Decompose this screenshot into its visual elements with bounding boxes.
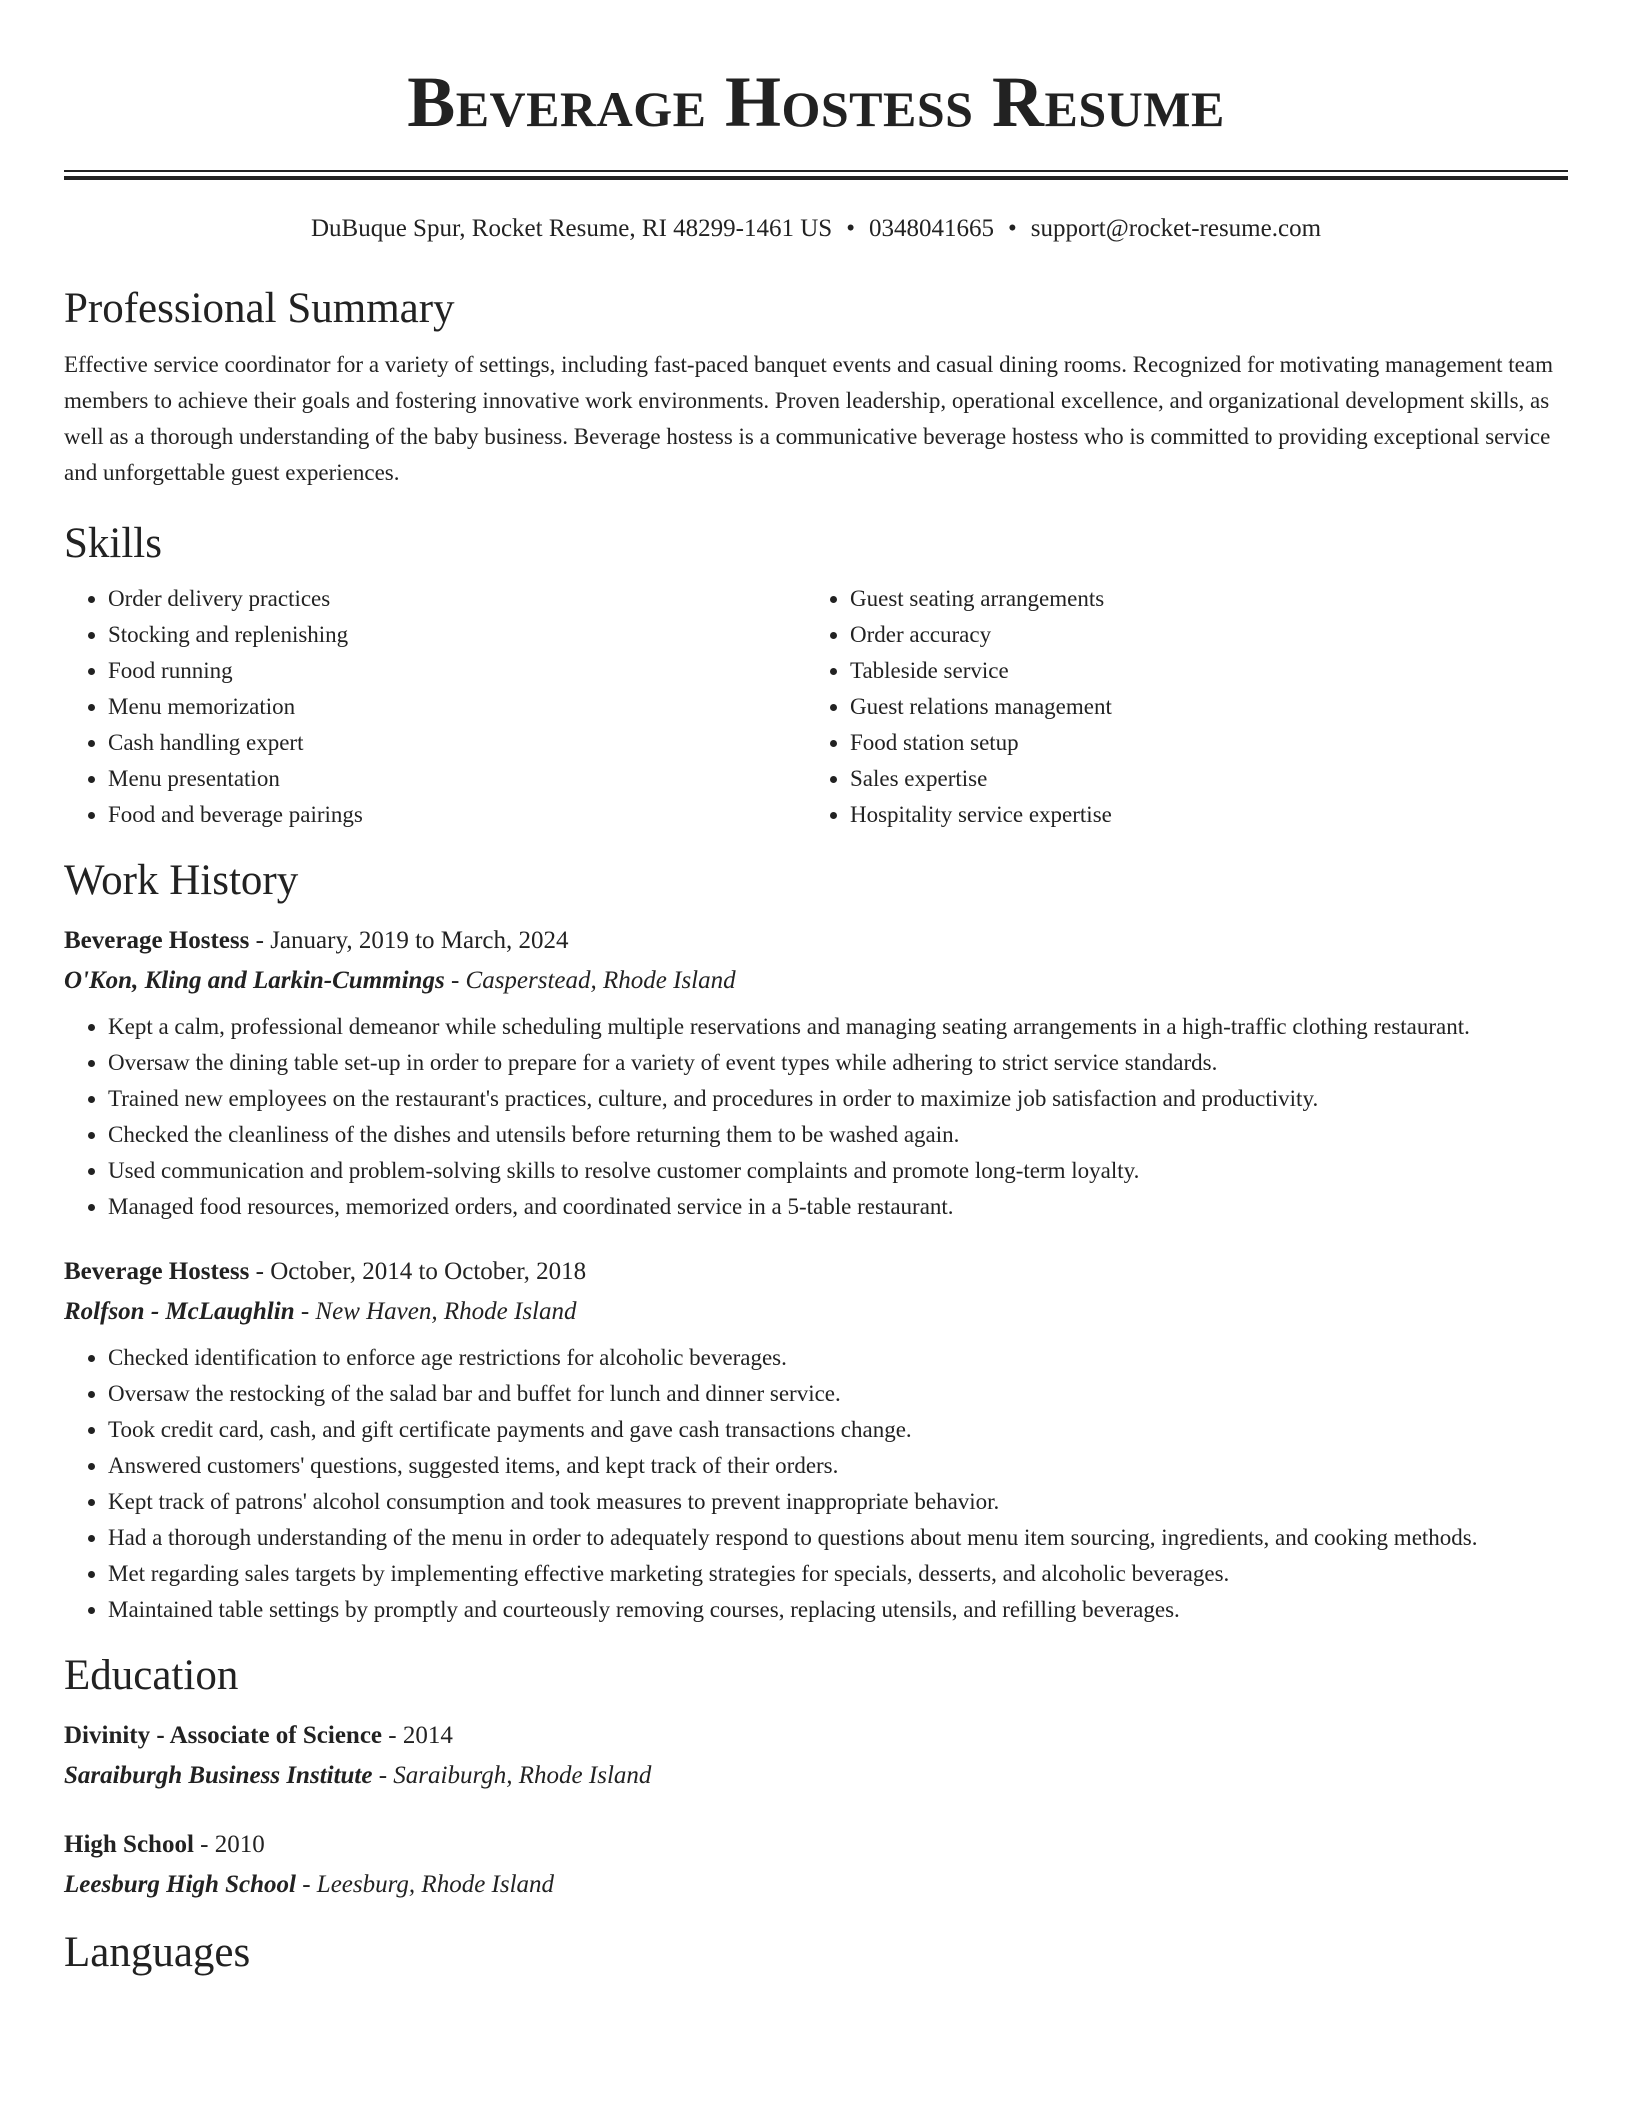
job-title: Beverage Hostess <box>64 927 250 954</box>
job-location: - Casperstead, Rhode Island <box>444 967 736 994</box>
job-company-line <box>64 968 1568 993</box>
job-bullets <box>64 1009 1568 1225</box>
summary-text: Effective service coordinator for a variety of settings, including fast-paced banquet events and casual dining rooms. Recognized for motivating management team members to achieve their goals and fostering innovative work environments. Proven leadership, operational excellence, and organizational development skills, as well as a thorough understanding of the baby business. Beverage hostess is a communicative beverage hostess who is committed to providing exceptional service and unforgettable guest experiences. <box>64 352 1553 485</box>
education-degree: High School <box>64 1831 194 1858</box>
job-bullet: • Kept track of patrons' alcohol consumption and took measures to prevent inappropriate behavior. <box>108 1484 1568 1520</box>
job-location: - New Haven, Rhode Island <box>294 1298 577 1325</box>
job-title-line <box>64 1259 1568 1284</box>
skill-item: • Food station setup <box>850 725 1548 761</box>
skill-item: • Menu presentation <box>108 761 806 797</box>
contact-address: DuBuque Spur, Rocket Resume, RI 48299-1461 US <box>310 215 833 242</box>
education-heading: Education <box>64 1652 239 1699</box>
education-school: Leesburg High School <box>64 1871 296 1898</box>
skill-item: • Guest relations management <box>850 689 1548 725</box>
education-degree-line <box>64 1723 1568 1748</box>
job-bullet: • Took credit card, cash, and gift certificate payments and gave cash transactions change. <box>108 1412 1568 1448</box>
job-bullets <box>64 1340 1568 1628</box>
education-school-line <box>64 1872 1568 1897</box>
job-bullet: • Met regarding sales targets by implementing effective marketing strategies for specials, desserts, and alcoholic beverages. <box>108 1556 1568 1592</box>
job-bullet: • Kept a calm, professional demeanor while scheduling multiple reservations and managing seating arrangements in a high-traffic clothing restaurant. <box>108 1009 1568 1045</box>
work-history-heading: Work History <box>64 857 299 904</box>
skill-item: • Order accuracy <box>850 617 1548 653</box>
job-bullet: • Oversaw the dining table set-up in order to prepare for a variety of event types while adhering to strict service standards. <box>108 1045 1568 1081</box>
skills-list <box>64 581 1568 833</box>
job-entry <box>64 1259 1568 1628</box>
contact-separator: • <box>1007 215 1017 242</box>
education-degree-line <box>64 1832 1568 1857</box>
job-bullet: • Maintained table settings by promptly and courteously removing courses, replacing utensils, and refilling beverages. <box>108 1592 1568 1628</box>
education-location: - Saraiburgh, Rhode Island <box>372 1762 652 1789</box>
skills-heading: Skills <box>64 520 162 567</box>
resume-title: Beverage Hostess Resume <box>407 62 1225 142</box>
job-entry <box>64 928 1568 1225</box>
title-divider <box>64 170 1568 180</box>
skills-column-right <box>806 581 1548 833</box>
job-bullet: • Managed food resources, memorized orders, and coordinated service in a 5-table restaurant. <box>108 1189 1568 1225</box>
job-company: Rolfson - McLaughlin <box>64 1298 295 1325</box>
job-bullet: • Checked the cleanliness of the dishes and utensils before returning them to be washed again. <box>108 1117 1568 1153</box>
job-bullet: • Used communication and problem-solving skills to resolve customer complaints and promote long-term loyalty. <box>108 1153 1568 1189</box>
job-dates: - January, 2019 to March, 2024 <box>249 927 569 954</box>
languages-heading: Languages <box>64 1929 251 1976</box>
job-bullet: • Checked identification to enforce age restrictions for alcoholic beverages. <box>108 1340 1568 1376</box>
skill-item: • Stocking and replenishing <box>108 617 806 653</box>
job-company: O'Kon, Kling and Larkin-Cummings <box>64 967 445 994</box>
job-bullet: • Had a thorough understanding of the menu in order to adequately respond to questions about menu item sourcing, ingredients, and cooking methods. <box>108 1520 1568 1556</box>
education-entry <box>64 1832 1568 1897</box>
skill-item: • Cash handling expert <box>108 725 806 761</box>
job-title: Beverage Hostess <box>64 1258 250 1285</box>
skill-item: • Food and beverage pairings <box>108 797 806 833</box>
contact-line <box>64 216 1568 241</box>
job-bullet: • Trained new employees on the restaurant's practices, culture, and procedures in order to maximize job satisfaction and productivity. <box>108 1081 1568 1117</box>
education-school: Saraiburgh Business Institute <box>64 1762 373 1789</box>
skill-item: • Menu memorization <box>108 689 806 725</box>
job-title-line <box>64 928 1568 953</box>
contact-email[interactable]: support@rocket-resume.com <box>1030 215 1322 242</box>
education-location: - Leesburg, Rhode Island <box>295 1871 555 1898</box>
education-year: - 2010 <box>193 1831 265 1858</box>
education-school-line <box>64 1763 1568 1788</box>
education-degree: Divinity - Associate of Science <box>64 1722 383 1749</box>
job-company-line <box>64 1299 1568 1324</box>
education-entry <box>64 1723 1568 1788</box>
education-year: - 2014 <box>382 1722 453 1749</box>
job-dates: - October, 2014 to October, 2018 <box>249 1258 587 1285</box>
skills-column-left <box>64 581 806 833</box>
skill-item: • Tableside service <box>850 653 1548 689</box>
skill-item: • Food running <box>108 653 806 689</box>
summary-heading: Professional Summary <box>64 285 455 332</box>
job-bullet: • Oversaw the restocking of the salad bar and buffet for lunch and dinner service. <box>108 1376 1568 1412</box>
skill-item: • Sales expertise <box>850 761 1548 797</box>
skill-item: • Guest seating arrangements <box>850 581 1548 617</box>
contact-separator: • <box>846 215 855 242</box>
skill-item: • Hospitality service expertise <box>850 797 1548 833</box>
contact-phone[interactable]: 0348041665 <box>868 215 994 242</box>
skill-item: • Order delivery practices <box>108 581 806 617</box>
job-bullet: • Answered customers' questions, suggested items, and kept track of their orders. <box>108 1448 1568 1484</box>
